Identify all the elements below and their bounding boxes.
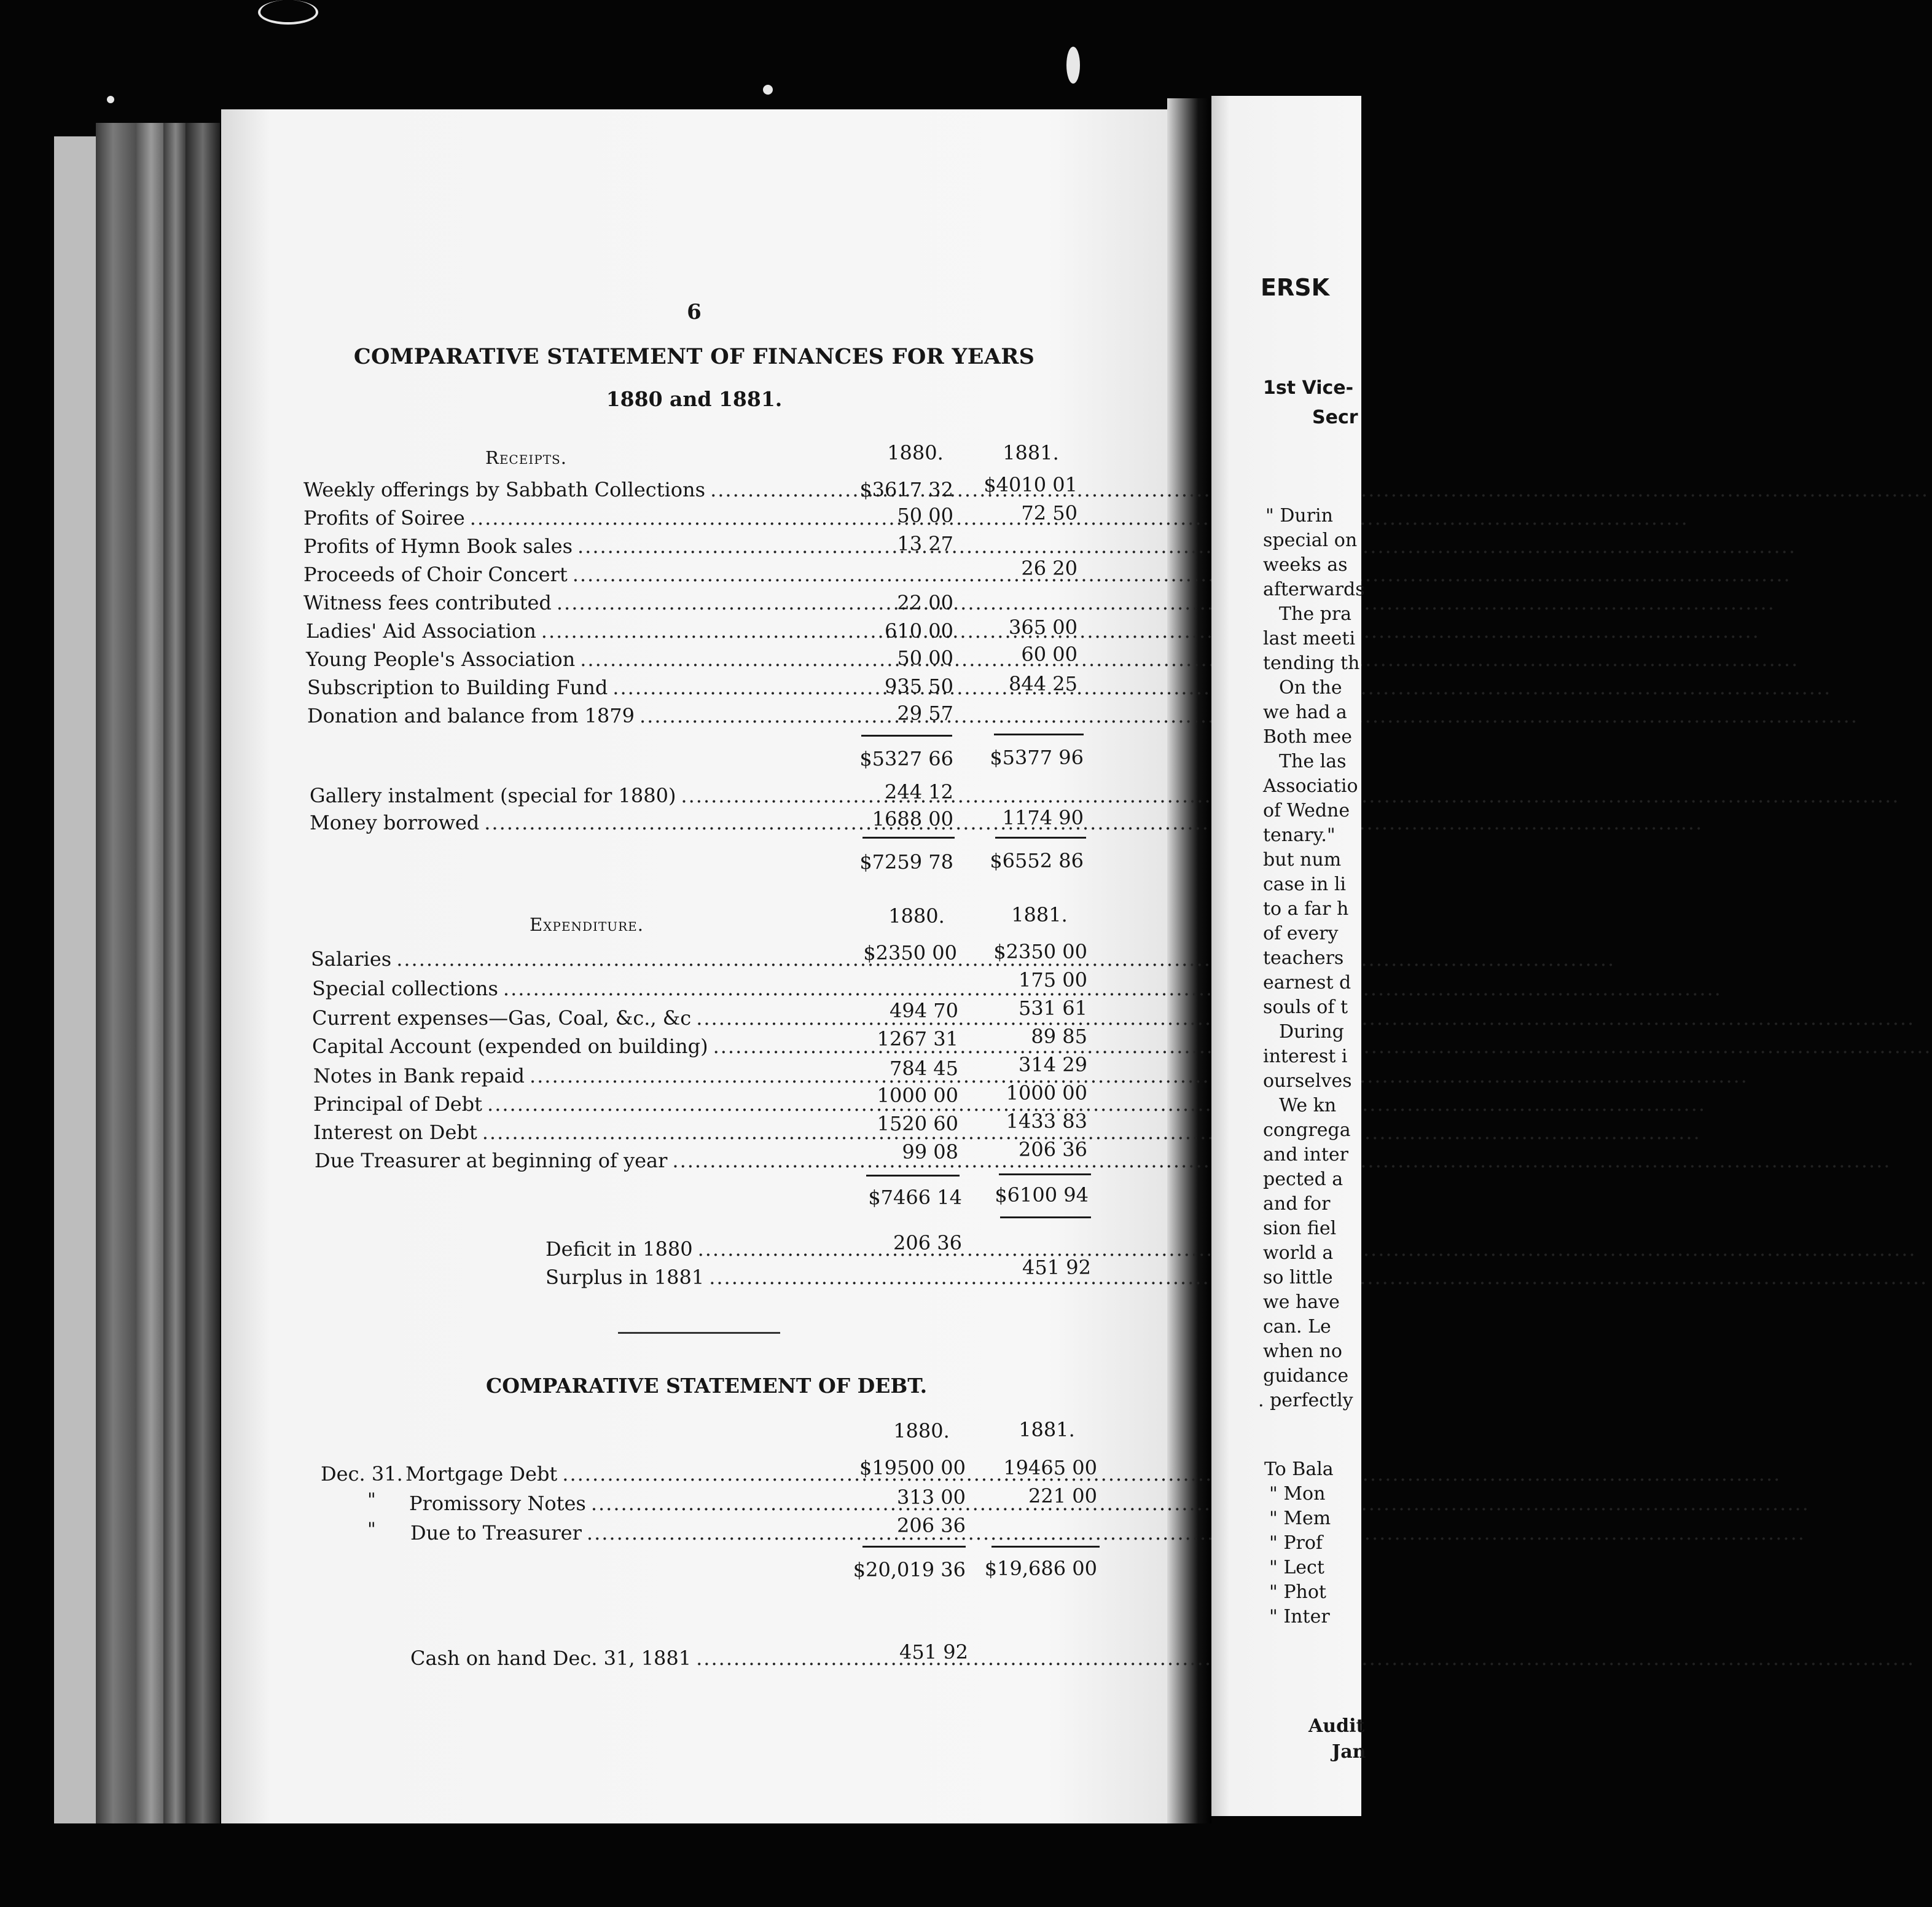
text-line: The las <box>1279 751 1347 772</box>
row-label: Special collections <box>312 977 498 1000</box>
expenditure-total-1881: $6100 94 <box>995 1183 1089 1207</box>
text-line: but num <box>1263 849 1342 871</box>
expenditure-row <box>311 947 845 971</box>
receipt-row <box>306 648 840 671</box>
receipt-row <box>310 811 839 834</box>
receipt-row <box>303 506 838 530</box>
amount-1880: 99 08 <box>902 1140 958 1164</box>
receipts-subtotal-1881: $5377 96 <box>990 746 1084 769</box>
amount-1880: 206 36 <box>897 1514 966 1537</box>
debt-row <box>405 1462 854 1486</box>
cash-on-hand-amount: 451 92 <box>899 1640 968 1664</box>
sum-rule <box>861 735 952 737</box>
leader-dots <box>591 1492 1810 1515</box>
ditto-mark: " <box>367 1519 376 1540</box>
leader-dots <box>557 591 1775 614</box>
text-line: souls of t <box>1263 997 1348 1018</box>
finances-subtitle: 1880 and 1881. <box>606 387 783 411</box>
amount-1880: 50 00 <box>897 504 953 527</box>
row-label: Capital Account (expended on building) <box>312 1035 708 1058</box>
surplus-1881: 451 92 <box>1022 1256 1091 1279</box>
receipts-subtotal-1880: $5327 66 <box>859 747 953 770</box>
row-label: Donation and balance from 1879 <box>307 704 635 727</box>
amount-1880: 1000 00 <box>877 1084 958 1107</box>
amount-1881: 19465 00 <box>1003 1456 1097 1479</box>
text-line: and inter <box>1263 1144 1349 1165</box>
amount-1880: 935 50 <box>885 675 953 698</box>
expenditure-row <box>312 1035 847 1058</box>
amount-1881: $4010 01 <box>984 473 1077 496</box>
amount-1880: 1267 31 <box>877 1027 958 1051</box>
right-page-footer: Jan <box>1332 1741 1366 1763</box>
list-line: " Phot <box>1269 1581 1326 1603</box>
text-line: we have <box>1263 1291 1340 1313</box>
receipt-row <box>303 478 838 501</box>
receipt-row <box>307 676 842 699</box>
leader-dots <box>587 1521 1805 1545</box>
leader-dots <box>484 811 1703 834</box>
amount-1881: 531 61 <box>1019 997 1087 1020</box>
expenditure-year-1880: 1880. <box>888 904 945 928</box>
surplus-row <box>546 1266 853 1289</box>
amount-1880: 22 00 <box>897 591 953 614</box>
right-page <box>1211 96 1366 1816</box>
list-line: " Mon <box>1269 1483 1326 1505</box>
text-line: weeks as <box>1263 554 1348 576</box>
text-line: guidance <box>1263 1365 1349 1387</box>
list-line: " Lect <box>1269 1557 1324 1578</box>
expenditure-heading: Expenditure. <box>530 914 644 935</box>
text-line: interest i <box>1263 1046 1348 1067</box>
text-line: world a <box>1263 1242 1334 1264</box>
expenditure-row <box>315 1149 848 1172</box>
row-label: Subscription to Building Fund <box>307 676 608 699</box>
text-line: earnest d <box>1263 972 1351 993</box>
row-label: Deficit in 1880 <box>546 1237 693 1261</box>
text-line: sion fiel <box>1263 1218 1337 1239</box>
list-line: To Bala <box>1264 1459 1334 1480</box>
row-label: Profits of Hymn Book sales <box>303 535 573 558</box>
amount-1881: 175 00 <box>1019 968 1087 992</box>
text-line: The pra <box>1279 603 1352 625</box>
leader-dots <box>577 535 1796 558</box>
expenditure-row <box>313 1121 848 1144</box>
amount-1880: 1520 60 <box>877 1112 958 1135</box>
amount-1881: 206 36 <box>1019 1138 1087 1161</box>
debt-total-1881: $19,686 00 <box>984 1557 1097 1580</box>
debt-year-1881: 1881. <box>1019 1418 1075 1441</box>
text-line: to a far h <box>1263 898 1349 920</box>
amount-1880: $19500 00 <box>859 1456 966 1479</box>
debt-total-1880: $20,019 36 <box>853 1558 966 1581</box>
text-line: tending th <box>1263 652 1360 674</box>
expenditure-row <box>312 977 847 1000</box>
text-line: " Durin <box>1265 505 1333 527</box>
row-label: Salaries <box>311 947 392 971</box>
leader-dots <box>530 1064 1748 1087</box>
amount-1880: 29 57 <box>897 702 953 725</box>
receipts-total-1880: $7259 78 <box>859 850 953 874</box>
leader-dots <box>482 1121 1701 1144</box>
debt-row <box>409 1492 854 1515</box>
text-line: and for <box>1263 1193 1331 1215</box>
expenditure-year-1881: 1881. <box>1011 903 1068 926</box>
expenditure-total-1880: $7466 14 <box>868 1186 962 1209</box>
leader-dots <box>487 1092 1706 1116</box>
leader-dots <box>580 648 1799 671</box>
scan-artifact <box>1066 47 1080 84</box>
sum-rule <box>862 1546 966 1548</box>
scan-artifact <box>107 96 114 103</box>
leader-dots <box>573 563 1791 586</box>
right-page-subheading: Secr <box>1312 407 1358 428</box>
list-line: " Inter <box>1269 1606 1330 1627</box>
receipt-row <box>310 784 839 807</box>
text-line: case in li <box>1263 874 1347 895</box>
sum-rule <box>994 734 1084 735</box>
right-page-heading: ERSK <box>1261 274 1330 301</box>
row-label: Due to Treasurer <box>410 1521 582 1545</box>
amount-1881: 365 00 <box>1009 616 1077 639</box>
page-edge <box>96 123 139 1823</box>
row-label: Ladies' Aid Association <box>306 619 536 643</box>
page-edge <box>163 123 188 1823</box>
amount-1880: 244 12 <box>885 780 953 804</box>
amount-1880: $2350 00 <box>863 941 957 965</box>
receipts-heading: Receipts. <box>485 447 567 468</box>
row-label: Surplus in 1881 <box>546 1266 705 1289</box>
row-label: Principal of Debt <box>313 1092 483 1116</box>
text-line: Both mee <box>1263 726 1352 748</box>
row-label: Young People's Association <box>306 648 576 671</box>
page-edge <box>186 123 220 1823</box>
debt-row <box>410 1521 854 1545</box>
receipts-total-1881: $6552 86 <box>990 849 1084 872</box>
amount-1881: 72 50 <box>1021 501 1077 525</box>
amount-1881: 1174 90 <box>1002 806 1084 829</box>
receipt-row <box>303 535 838 558</box>
receipt-row <box>303 563 838 586</box>
page-edge <box>136 123 166 1823</box>
sum-rule <box>862 837 955 839</box>
amount-1880: 313 00 <box>897 1486 966 1509</box>
row-label: Mortgage Debt <box>405 1462 558 1486</box>
amount-1880: 784 45 <box>890 1057 958 1080</box>
amount-1881: 26 20 <box>1021 557 1077 580</box>
amount-1881: 314 29 <box>1019 1053 1087 1076</box>
text-line: of Wedne <box>1263 800 1350 821</box>
amount-1881: 1433 83 <box>1006 1110 1087 1133</box>
amount-1881: 844 25 <box>1009 672 1077 695</box>
text-line: so little <box>1263 1267 1333 1288</box>
row-label: Weekly offerings by Sabbath Collections <box>303 478 706 501</box>
row-label: Promissory Notes <box>409 1492 586 1515</box>
row-label: Profits of Soiree <box>303 506 465 530</box>
sum-rule <box>995 837 1086 839</box>
sum-rule <box>1000 1216 1091 1218</box>
row-label: Proceeds of Choir Concert <box>303 563 568 586</box>
text-line: afterwards <box>1263 579 1365 600</box>
amount-1881: 60 00 <box>1021 643 1077 666</box>
row-label: Witness fees contributed <box>303 591 552 614</box>
text-line: We kn <box>1279 1095 1337 1116</box>
list-line: " Mem <box>1269 1508 1331 1529</box>
amount-1881: 221 00 <box>1028 1484 1097 1508</box>
amount-1881: 89 85 <box>1031 1025 1087 1048</box>
expenditure-row <box>313 1064 848 1087</box>
row-label: Money borrowed <box>310 811 480 834</box>
sum-rule <box>991 1546 1100 1548</box>
amount-1880: 494 70 <box>890 999 958 1022</box>
deficit-row <box>546 1237 853 1261</box>
scan-artifact <box>258 0 318 25</box>
text-line: we had a <box>1263 702 1347 723</box>
row-label: Cash on hand Dec. 31, 1881 <box>410 1647 692 1670</box>
list-line: " Prof <box>1269 1532 1323 1554</box>
right-page-subheading: 1st Vice- <box>1263 377 1354 399</box>
amount-1881: $2350 00 <box>993 940 1087 963</box>
debt-title: COMPARATIVE STATEMENT OF DEBT. <box>485 1374 928 1398</box>
text-line: can. Le <box>1263 1316 1331 1337</box>
section-divider <box>618 1332 780 1334</box>
leader-dots <box>541 619 1760 643</box>
text-line: pected a <box>1263 1169 1343 1190</box>
receipts-year-1880: 1880. <box>887 441 944 464</box>
expenditure-row <box>313 1092 848 1116</box>
debt-date: Dec. 31. <box>321 1462 403 1486</box>
text-line: tenary." <box>1263 824 1336 846</box>
row-label: Current expenses—Gas, Coal, &c., &c <box>312 1006 692 1030</box>
text-line: of every <box>1263 923 1339 944</box>
expenditure-row <box>312 1006 847 1030</box>
text-line: special on <box>1263 530 1358 551</box>
text-line: On the <box>1279 677 1342 699</box>
amount-1880: 13 27 <box>897 532 953 555</box>
right-page-footer: Audit <box>1308 1715 1365 1737</box>
row-label: Due Treasurer at beginning of year <box>315 1149 668 1172</box>
debt-year-1880: 1880. <box>893 1419 950 1443</box>
text-line: last meeti <box>1263 628 1356 649</box>
scan-artifact <box>763 85 773 95</box>
amount-1880: 50 00 <box>897 646 953 670</box>
leader-dots <box>562 1462 1781 1486</box>
leader-dots <box>470 506 1689 530</box>
ditto-mark: " <box>367 1489 376 1511</box>
text-line: During <box>1279 1021 1344 1043</box>
amount-1881: 1000 00 <box>1006 1081 1087 1105</box>
text-line: when no <box>1263 1341 1342 1362</box>
text-line: teachers <box>1263 947 1344 969</box>
page-number: 6 <box>687 300 702 324</box>
text-line: . perfectly <box>1258 1390 1353 1411</box>
amount-1880: $3617 32 <box>859 478 953 501</box>
text-line: ourselves <box>1263 1070 1352 1092</box>
leader-dots <box>503 977 1722 1000</box>
sum-rule <box>866 1175 960 1177</box>
amount-1880: 610 00 <box>885 619 953 643</box>
text-line: Associatio <box>1263 775 1358 797</box>
cash-on-hand-row <box>410 1647 865 1670</box>
row-label: Gallery instalment (special for 1880) <box>310 784 676 807</box>
text-line: congrega <box>1263 1119 1351 1141</box>
deficit-1880: 206 36 <box>893 1231 962 1255</box>
receipts-year-1881: 1881. <box>1003 441 1059 464</box>
receipt-row <box>307 704 842 727</box>
receipt-row <box>303 591 838 614</box>
receipt-row <box>306 619 840 643</box>
amount-1880: 1688 00 <box>872 807 953 831</box>
row-label: Notes in Bank repaid <box>313 1064 525 1087</box>
row-label: Interest on Debt <box>313 1121 477 1144</box>
finances-title: COMPARATIVE STATEMENT OF FINANCES FOR YEARS <box>353 344 1035 369</box>
sum-rule <box>999 1173 1091 1175</box>
